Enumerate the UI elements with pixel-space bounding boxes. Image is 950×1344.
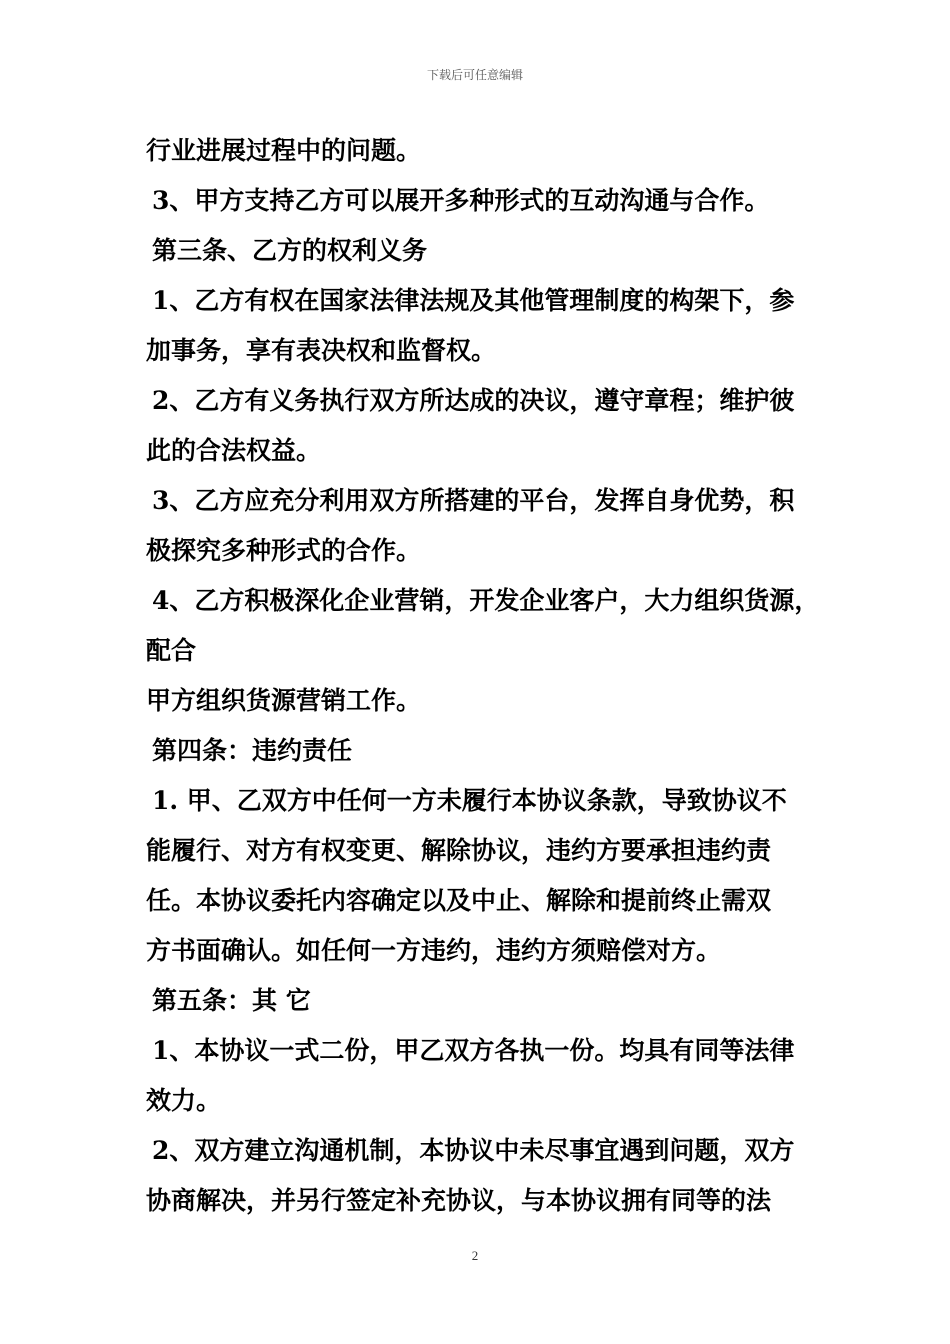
text-line: 行业进展过程中的问题。 <box>146 136 422 165</box>
section-heading: 第三条、乙方的权利义务 <box>152 236 428 265</box>
text-line: 任。本协议委托内容确定以及中止、解除和提前终止需双 <box>146 886 772 915</box>
text-line: 加事务，享有表决权和监督权。 <box>146 336 497 365</box>
text-line: 能履行、对方有权变更、解除协议，违约方要承担违约责 <box>146 836 772 865</box>
text-line: 3、乙方应充分利用双方所搭建的平台，发挥自身优势，积 <box>152 486 795 515</box>
page-number: 2 <box>471 1248 479 1263</box>
document-body <box>146 126 826 1226</box>
text-line: 极探究多种形式的合作。 <box>146 536 422 565</box>
page-header: 下载后可任意编辑 <box>426 68 523 82</box>
text-line: 配合 <box>146 636 197 665</box>
text-line: 甲方组织货源营销工作。 <box>146 686 422 715</box>
section-heading: 第五条：其 它 <box>152 986 311 1015</box>
text-line: 协商解决，并另行签定补充协议，与本协议拥有同等的法 <box>146 1186 772 1215</box>
text-line: 1、本协议一式二份，甲乙双方各执一份。均具有同等法律 <box>152 1036 795 1065</box>
text-line: 方书面确认。如任何一方违约，违约方须赔偿对方。 <box>146 936 722 965</box>
text-line: 1、乙方有权在国家法律法规及其他管理制度的构架下，参 <box>152 286 795 315</box>
text-line: 2、乙方有义务执行双方所达成的决议，遵守章程；维护彼 <box>152 386 795 415</box>
text-line: 3、甲方支持乙方可以展开多种形式的互动沟通与合作。 <box>152 186 770 215</box>
text-line: 2、双方建立沟通机制，本协议中未尽事宜遇到问题，双方 <box>152 1136 795 1165</box>
text-line: 1. 甲、乙双方中任何一方未履行本协议条款，导致协议不 <box>152 786 787 815</box>
text-line: 此的合法权益。 <box>146 436 322 465</box>
section-heading: 第四条：违约责任 <box>152 736 353 765</box>
text-line: 效力。 <box>146 1086 222 1115</box>
text-line: 4、乙方积极深化企业营销，开发企业客户，大力组织货源， <box>152 586 820 615</box>
